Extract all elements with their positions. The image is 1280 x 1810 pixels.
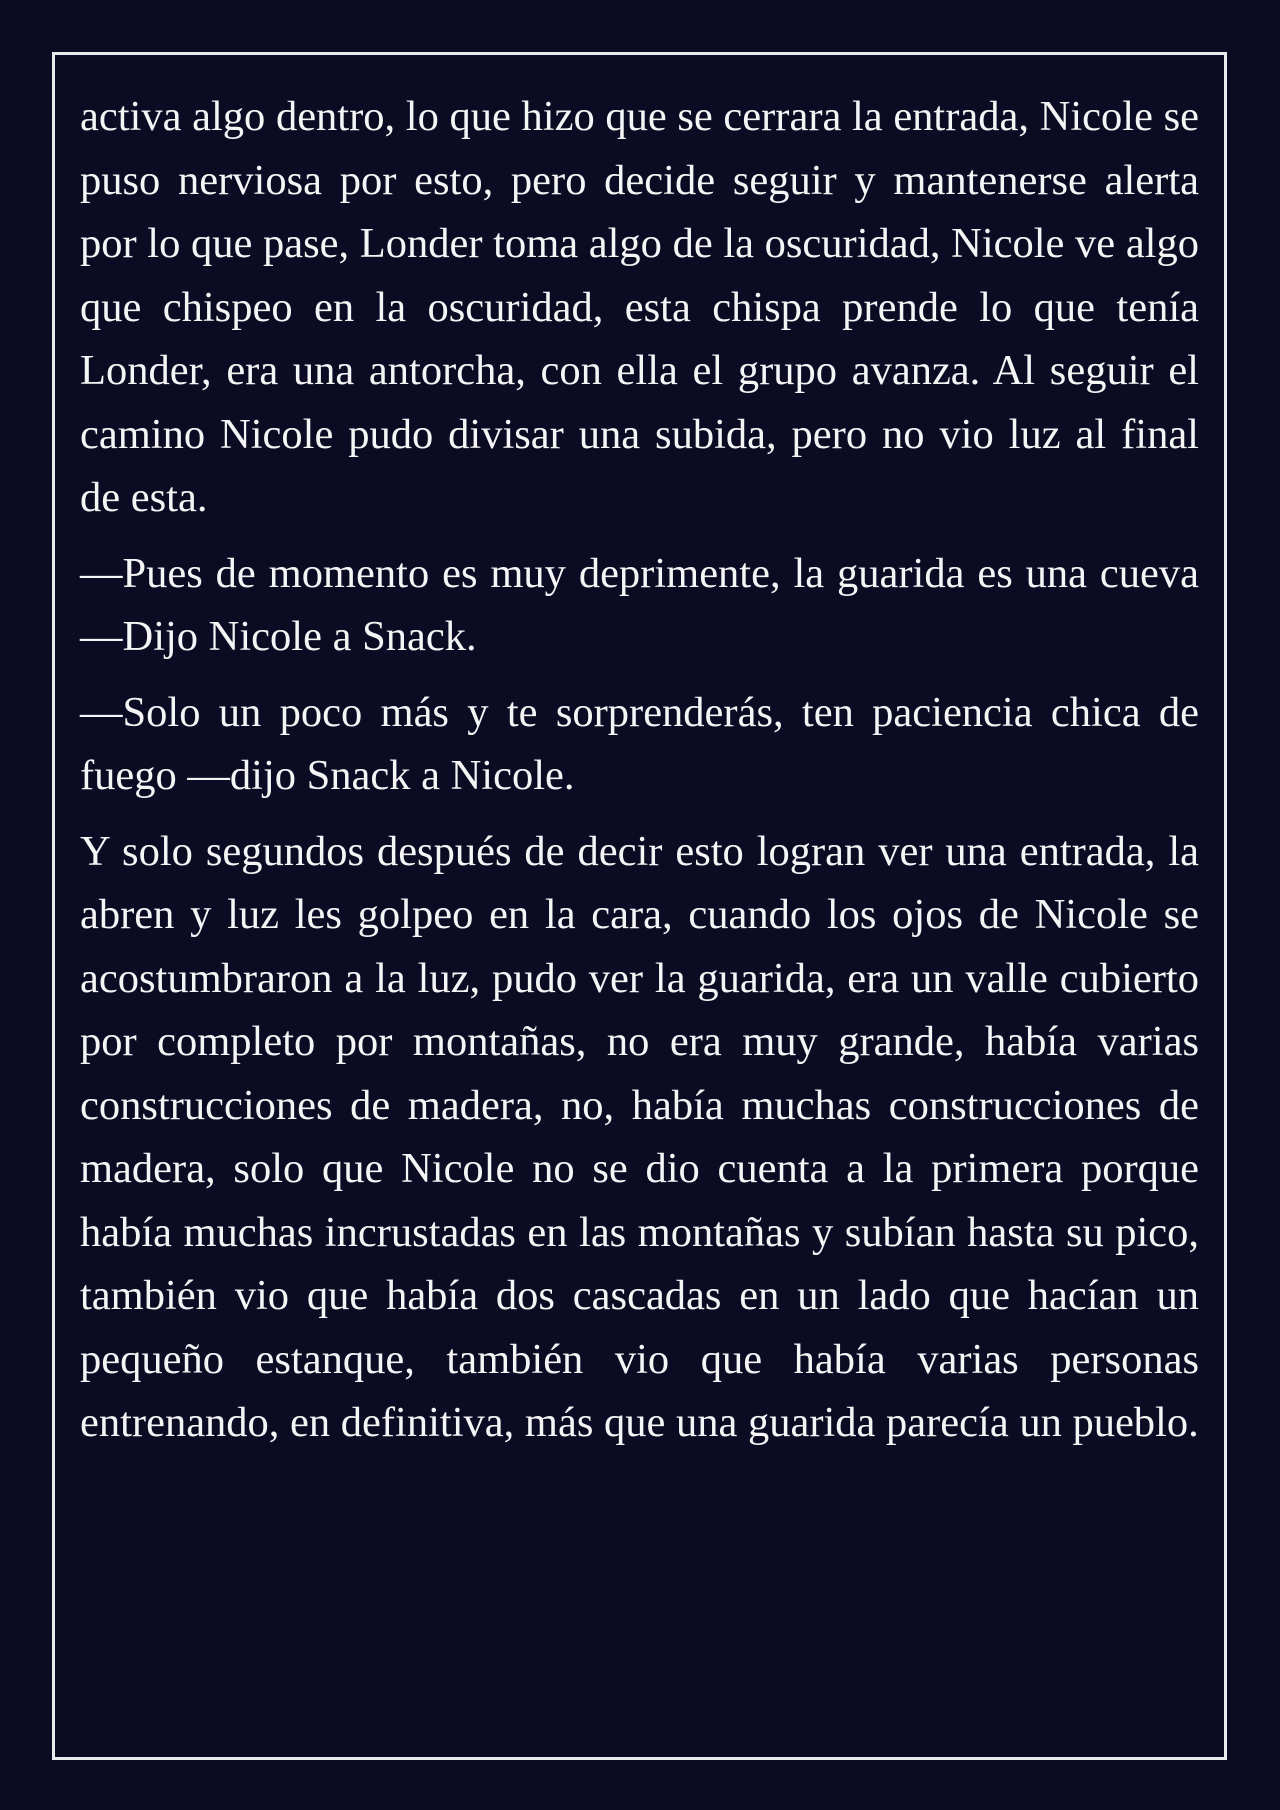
paragraph-narration-2: Y solo segundos después de decir esto logran ver una entrada, la abren y luz les golpeo en la cara, cuando los ojos de Nicole se acostumbraron a la luz, pudo ver la guarida, era un valle cubierto por completo por montañas, no era muy grande, había varias construcciones de madera, no, había muchas construcciones de madera, solo que Nicole no se dio cuenta a la primera porque había muchas incrustadas en las montañas y subían hasta su pico, también vio que había dos cascadas en un lado que hacían un pequeño estanque, también vio que había varias personas entrenando, en definitiva, más que una guarida parecía un pueblo.	[80, 827, 1199, 1446]
page-frame	[52, 52, 1227, 1760]
story-text	[80, 85, 1199, 1737]
paragraph-narration-1: activa algo dentro, lo que hizo que se cerrara la entrada, Nicole se puso nerviosa por esto, pero decide seguir y mantenerse alerta por lo que pase, Londer toma algo de la oscuridad, Nicole ve algo que chispeo en la oscuridad, esta chispa prende lo que tenía Londer, era una antorcha, con ella el grupo avanza. Al seguir el camino Nicole pudo divisar una subida, pero no vio luz al final de esta.	[80, 93, 1199, 521]
paragraph-dialogue-nicole: —Pues de momento es muy deprimente, la guarida es una cueva —Dijo Nicole a Snack.	[80, 549, 1199, 660]
paragraph-dialogue-snack: —Solo un poco más y te sorprenderás, ten paciencia chica de fuego —dijo Snack a Nicole.	[80, 688, 1199, 799]
